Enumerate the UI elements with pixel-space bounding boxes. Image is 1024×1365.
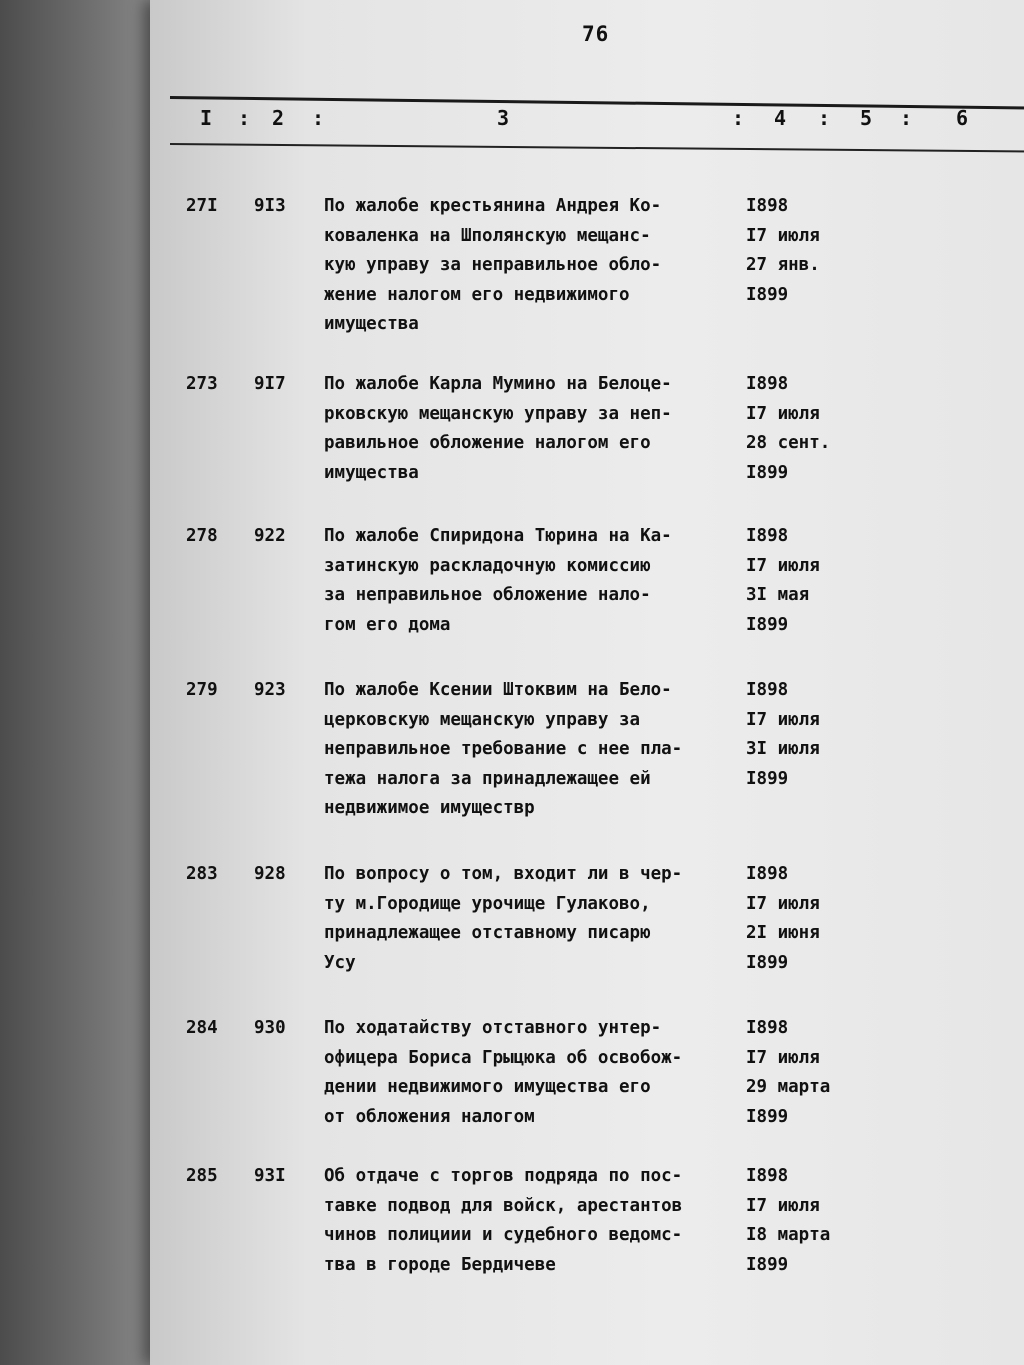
date-line: I899 — [746, 952, 789, 973]
description-line: имущества — [324, 314, 419, 334]
entry-description — [324, 522, 754, 640]
entry-case-number: 922 — [254, 526, 286, 546]
column-separator: : — [818, 106, 831, 130]
entry-number: 278 — [186, 526, 218, 546]
description-line: Усу — [324, 952, 356, 973]
entry-number: 279 — [186, 680, 218, 700]
description-line: кую управу за неправильное обло- — [324, 255, 662, 275]
description-line: По жалобе Спиридона Тюрина на Ка- — [324, 526, 672, 546]
description-line: тва в городе Бердичеве — [324, 1254, 556, 1275]
description-line: неправильное требование с нее пла- — [324, 739, 683, 759]
description-line: По ходатайству отставного унтер- — [324, 1018, 662, 1038]
entry-case-number: 930 — [254, 1018, 286, 1038]
entry-description — [324, 676, 754, 824]
description-line: тавке подвод для войск, арестантов — [324, 1195, 683, 1216]
entry-case-number: 9I7 — [254, 374, 286, 394]
description-line: церковскую мещанскую управу за — [324, 709, 641, 730]
description-line: По жалобе Карла Мумино на Белоце- — [324, 374, 672, 394]
date-line: 2I июня — [746, 923, 820, 943]
entry-number: 273 — [186, 374, 218, 394]
header-rule-bottom — [170, 143, 1024, 153]
description-line: за неправильное обложение нало- — [324, 585, 651, 605]
entry-case-number: 923 — [254, 680, 286, 700]
date-line: 29 марта — [746, 1077, 831, 1097]
description-line: от обложения налогом — [324, 1106, 535, 1127]
date-line: I898 — [746, 864, 789, 884]
description-line: офицера Бориса Грыцюка об освобож- — [324, 1047, 683, 1068]
column-separator: : — [900, 106, 913, 130]
date-line: I898 — [746, 1166, 789, 1186]
entry-dates — [746, 1162, 830, 1280]
entry-number: 285 — [186, 1166, 218, 1186]
description-line: ту м.Городище урочище Гулаково, — [324, 893, 651, 914]
entry-number: 284 — [186, 1018, 218, 1038]
document-page — [150, 0, 1024, 1365]
entry-description — [324, 1014, 754, 1132]
date-line: I899 — [746, 614, 789, 635]
entry-case-number: 928 — [254, 864, 286, 884]
adjacent-page-gutter — [0, 0, 160, 1365]
entry-dates — [746, 1014, 830, 1132]
description-line: имущества — [324, 462, 419, 483]
date-line: I899 — [746, 1254, 789, 1275]
date-line: I7 июля — [746, 555, 820, 576]
entry-number: 283 — [186, 864, 218, 884]
entry-dates — [746, 860, 820, 978]
column-header-5: 5 — [860, 106, 873, 130]
date-line: 27 янв. — [746, 255, 820, 275]
description-line: Об отдаче с торгов подряда по пос- — [324, 1166, 683, 1186]
date-line: I7 июля — [746, 1195, 820, 1216]
description-line: рковскую мещанскую управу за неп- — [324, 403, 672, 424]
description-line: коваленка на Шполянскую мещанс- — [324, 225, 651, 246]
column-separator: : — [732, 106, 745, 130]
date-line: I7 июля — [746, 709, 820, 730]
column-header-1: I — [200, 106, 213, 130]
column-separator: : — [238, 106, 251, 130]
description-line: тежа налога за принадлежащее ей — [324, 768, 651, 789]
column-header-2: 2 — [272, 106, 285, 130]
date-line: I898 — [746, 680, 789, 700]
entry-dates — [746, 522, 820, 640]
description-line: затинскую раскладочную комиссию — [324, 555, 651, 576]
entry-description — [324, 192, 754, 340]
date-line: I7 июля — [746, 893, 820, 914]
date-line: I7 июля — [746, 1047, 820, 1068]
date-line: I7 июля — [746, 403, 820, 424]
description-line: гом его дома — [324, 614, 451, 635]
description-line: дении недвижимого имущества его — [324, 1077, 651, 1097]
date-line: I7 июля — [746, 225, 820, 246]
entry-description — [324, 860, 754, 978]
date-line: I898 — [746, 374, 789, 394]
date-line: 3I мая — [746, 585, 810, 605]
column-header-3: 3 — [497, 106, 510, 130]
date-line: I898 — [746, 1018, 789, 1038]
description-line: По жалобе крестьянина Андрея Ко- — [324, 196, 662, 216]
date-line: I899 — [746, 768, 789, 789]
entry-number: 27I — [186, 196, 218, 216]
column-header-4: 4 — [774, 106, 787, 130]
description-line: По жалобе Ксении Штоквим на Бело- — [324, 680, 672, 700]
column-header-row — [150, 106, 1024, 140]
entry-case-number: 93I — [254, 1166, 286, 1186]
description-line: принадлежащее отставному писарю — [324, 923, 651, 943]
description-line: равильное обложение налогом его — [324, 433, 651, 453]
description-line: чинов полициии и судебного ведомс- — [324, 1225, 683, 1245]
description-line: жение налогом его недвижимого — [324, 284, 630, 305]
date-line: I899 — [746, 462, 789, 483]
entry-case-number: 9I3 — [254, 196, 286, 216]
date-line: I899 — [746, 1106, 789, 1127]
entry-dates — [746, 192, 820, 310]
date-line: I898 — [746, 196, 789, 216]
description-line: недвижимое имуществр — [324, 798, 535, 818]
date-line: I898 — [746, 526, 789, 546]
entry-dates — [746, 370, 830, 488]
date-line: 28 сент. — [746, 433, 831, 453]
page-number: 76 — [582, 22, 610, 46]
column-separator: : — [312, 106, 325, 130]
date-line: 3I июля — [746, 739, 820, 759]
entry-description — [324, 370, 754, 488]
column-header-6: 6 — [956, 106, 969, 130]
entry-dates — [746, 676, 820, 794]
description-line: По вопросу о том, входит ли в чер- — [324, 864, 683, 884]
entry-description — [324, 1162, 754, 1280]
date-line: I899 — [746, 284, 789, 305]
date-line: I8 марта — [746, 1225, 831, 1245]
